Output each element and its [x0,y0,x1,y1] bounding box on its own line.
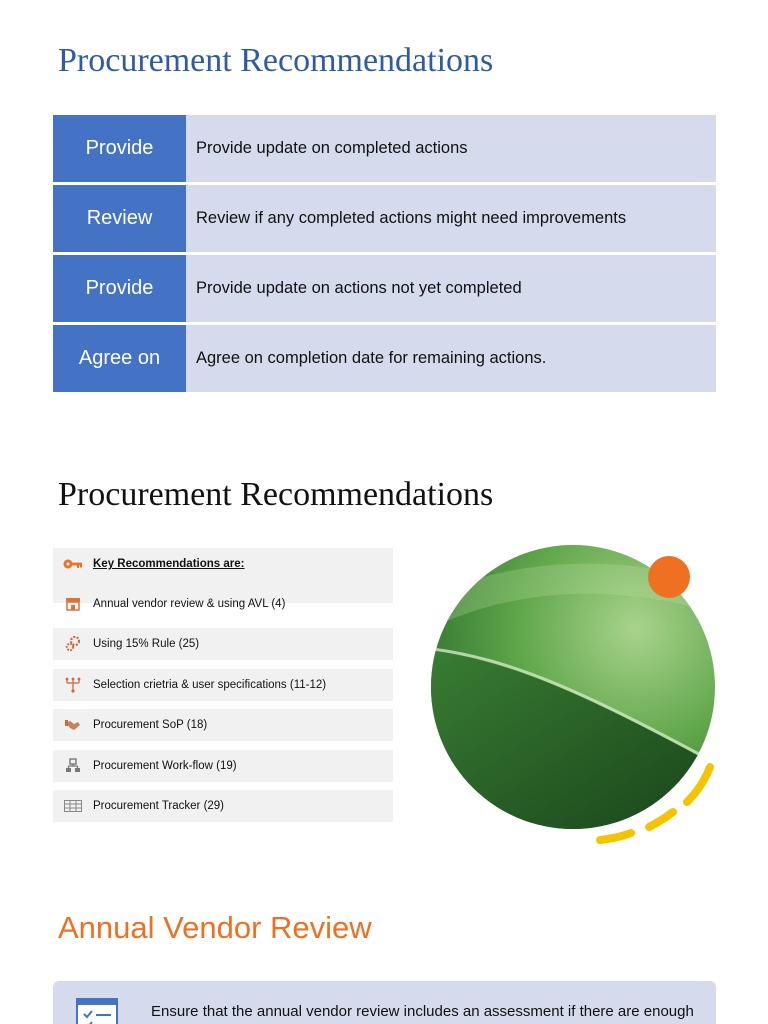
list-item-text: Using 15% Rule (25) [93,638,200,650]
list-item-text: Procurement Work-flow (19) [93,759,237,772]
list-item [53,588,393,620]
row-value: Provide update on actions not yet completed [186,255,716,322]
row-key: Provide [53,255,186,322]
list-item [53,790,393,822]
table-row [53,185,716,252]
list-item-text: Procurement Tracker (29) [93,800,225,812]
table-row [53,325,716,392]
workflow-icon [53,750,93,782]
row-key: Review [53,185,186,252]
list-heading-text: Key Recommendations are: [93,558,245,570]
list-item [53,628,393,660]
hierarchy-icon [53,669,93,701]
row-value: Provide update on completed actions [186,115,716,182]
orange-dot [648,556,690,598]
key-icon [53,548,93,580]
recommendations-table [53,115,716,395]
section-title-annual-vendor-review: Annual Vendor Review [58,910,372,945]
list-item-text: Annual vendor review & using AVL (4) [93,597,286,610]
table-icon [53,790,93,822]
gears-icon [53,628,93,660]
callout-text: Ensure that the annual vendor review includes an assessment if there are enough [151,1003,694,1020]
list-item [53,709,393,741]
list-item-text: Procurement SoP (18) [93,719,208,731]
checklist-icon [75,997,119,1024]
leaf-photo [405,530,735,860]
row-key: Agree on [53,325,186,392]
store-icon [53,588,93,620]
row-value: Review if any completed actions might need improvements [186,185,716,252]
row-value: Agree on completion date for remaining actions. [186,325,716,392]
table-row [53,115,716,182]
annual-vendor-review-callout [53,981,716,1024]
list-item [53,669,393,701]
handshake-icon [53,709,93,741]
key-recommendations-list [53,548,393,831]
section-title-procurement-recommendations: Procurement Recommendations [58,42,494,79]
row-key: Provide [53,115,186,182]
section-title-procurement-recommendations-2: Procurement Recommendations [58,476,494,513]
list-item [53,750,393,782]
list-item-text: Selection crietria & user specifications (11-12) [93,678,327,691]
table-row [53,255,716,322]
